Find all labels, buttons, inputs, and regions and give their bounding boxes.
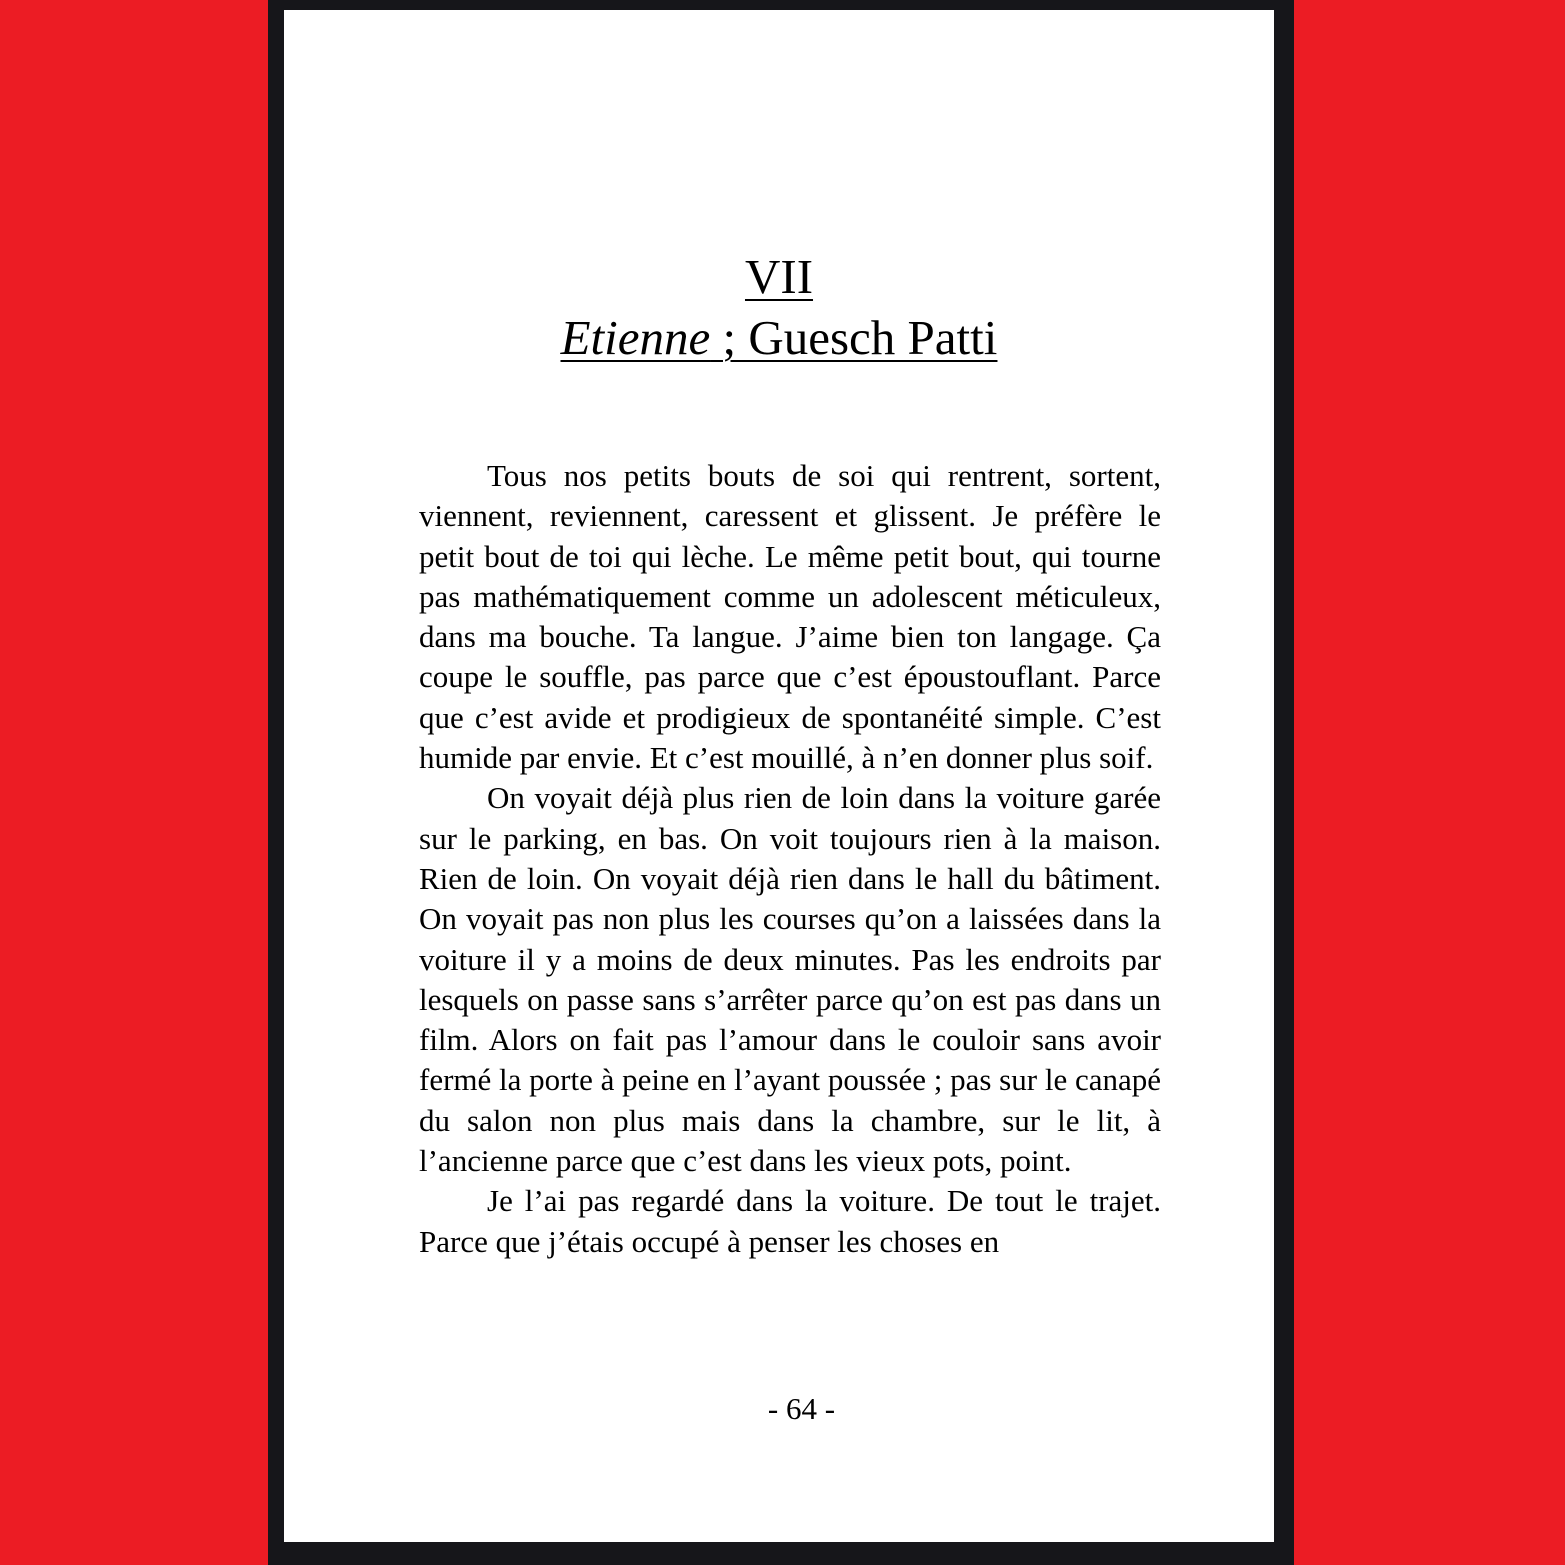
page-number: - 64 -: [767, 1391, 836, 1426]
paragraph: On voyait déjà plus rien de loin dans la voiture garée sur le parking, en bas. On voit toujours rien à la maison. Rien de loin. On voyait déjà rien dans le hall du bâtiment. On voyait pas non plus les courses qu’on a laissées dans la voiture il y a moins de deux minutes. Pas les endroits par lesquels on passe sans s’arrêter parce qu’on est pas dans un film. Alors on fait pas l’amour dans le couloir sans avoir fermé la porte à peine en l’ayant poussée ; pas sur le canapé du salon non plus mais dans la chambre, sur le lit, à l’ancienne parce que c’est dans les vieux pots, point.: [419, 780, 1161, 1179]
chapter-numeral: VII: [744, 249, 814, 304]
chapter-title-italic: Etienne: [560, 310, 711, 365]
chapter-title-rest: ; Guesch Patti: [710, 310, 998, 365]
book-page: [284, 10, 1274, 1542]
chapter-body: [419, 456, 1161, 1262]
paragraph: Je l’ai pas regardé dans la voiture. De tout le trajet. Parce que j’étais occupé à penser les choses en: [419, 1183, 1161, 1259]
paragraph: Tous nos petits bouts de soi qui rentrent, sortent, viennent, reviennent, caressent et glissent. Je préfère le petit bout de toi qui lèche. Le même petit bout, qui tourne pas mathématiquement comme un adolescent méticuleux, dans ma bouche. Ta langue. J’aime bien ton langage. Ça coupe le souffle, pas parce que c’est époustouflant. Parce que c’est avide et prodigieux de spontanéité simple. C’est humide par envie. Et c’est mouillé, à n’en donner plus soif.: [419, 458, 1161, 776]
chapter-title: [284, 308, 1274, 368]
